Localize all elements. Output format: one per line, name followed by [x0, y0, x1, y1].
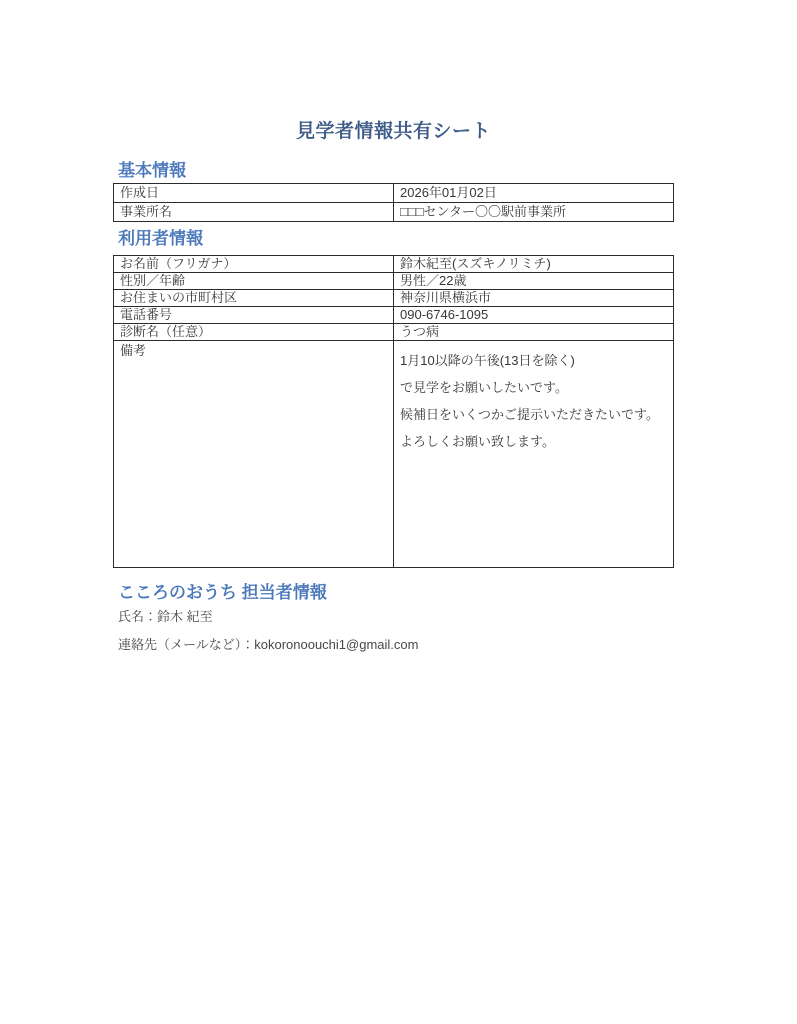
table-row [114, 203, 674, 222]
table-row [114, 256, 674, 273]
remarks-line: 候補日をいくつかご提示いただきたいです。 [400, 407, 659, 422]
remarks-line: 1月10以降の午後(13日を除く) [400, 353, 575, 368]
staff-name-line: 氏名：鈴木 紀至 [118, 609, 213, 624]
row-value: □□□センター〇〇駅前事業所 [394, 203, 674, 222]
table-row [114, 184, 674, 203]
row-label: お名前（フリガナ） [114, 256, 394, 273]
staff-info-heading: こころのおうち 担当者情報 [118, 583, 327, 602]
row-value: 神奈川県横浜市 [394, 290, 674, 307]
table-row [114, 307, 674, 324]
remarks-line: で見学をお願いしたいです。 [400, 380, 568, 395]
row-value: 090-6746-1095 [394, 307, 674, 324]
row-label: 事業所名 [114, 203, 394, 222]
row-label: 電話番号 [114, 307, 394, 324]
row-label: お住まいの市町村区 [114, 290, 394, 307]
basic-info-heading: 基本情報 [118, 161, 186, 180]
user-info-table [113, 255, 674, 568]
remarks-content [394, 341, 674, 568]
remarks-label: 備考 [114, 341, 394, 568]
remarks-row [114, 341, 674, 568]
table-row [114, 273, 674, 290]
row-value: 2026年01月02日 [394, 184, 674, 203]
row-label: 作成日 [114, 184, 394, 203]
basic-info-section [113, 161, 674, 222]
row-value: 鈴木紀至(スズキノリミチ) [394, 256, 674, 273]
row-value: 男性／22歳 [394, 273, 674, 290]
basic-info-table [113, 183, 674, 222]
staff-info-section [113, 583, 674, 652]
row-label: 性別／年齢 [114, 273, 394, 290]
sheet-content [113, 0, 674, 652]
table-row [114, 324, 674, 341]
user-info-heading: 利用者情報 [118, 229, 203, 248]
table-row [114, 290, 674, 307]
remarks-line: よろしくお願い致します。 [400, 434, 555, 449]
user-info-section [113, 229, 674, 568]
document-title: 見学者情報共有シート [295, 121, 491, 142]
staff-contact-line: 連絡先（メールなど）：kokoronoouchi1@gmail.com [118, 637, 419, 652]
row-label: 診断名（任意） [114, 324, 394, 341]
row-value: うつ病 [394, 324, 674, 341]
